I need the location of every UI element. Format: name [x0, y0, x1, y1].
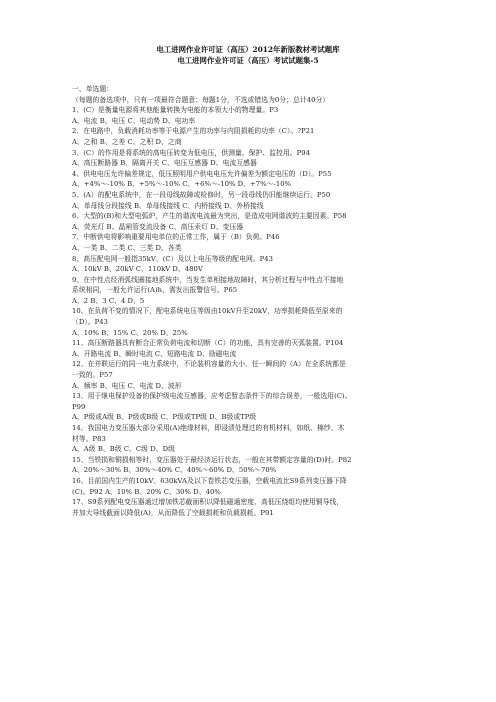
text-line: 材等。P83: [72, 434, 106, 443]
text-line: 并加大导线截面以降低(A)，从而降低了空载损耗和负载损耗。P91: [72, 508, 274, 517]
text-line: A、P级或A级 B、P级或B级 C、P级或TP级 D、B级或TP级: [72, 413, 257, 422]
text-line: (C)。P92 A、10% B、20% C、30% D、40%: [72, 487, 221, 496]
text-line: 5、(A）的配电系统中，在一段母线故障或检修时，另一段母线仍旧能继续运行。P50: [72, 190, 331, 199]
text-line: P99: [72, 402, 86, 411]
text-line: 12、在并联运行的同一电力系统中，不论装机容量的大小、任一瞬间的（A）在全系统都是: [72, 360, 346, 369]
text-line: A、20%～30% B、30%～40% C、40%～60% D、50%～70%: [72, 466, 277, 475]
text-line: 2、在电路中，负载消耗功率等于电源产生的功率与内阻损耗的功率（C）。?P21: [72, 127, 315, 136]
text-line: 9、在中性点经消弧线圈接地系统中，当发生单相接地故障时，其分析过程与中性点不接地: [72, 275, 344, 284]
text-line: A、+4%～-10% B、+5%～-10% C、+6%～-10% D、+7%～-10%: [72, 180, 292, 189]
text-line: A、一类 B、二类 C、三类 D、各类: [72, 243, 182, 252]
text-line: 17、S9系列配电变压器通过增加铁芯截面积以降低磁通密度、高低压绕组均使用铜导线，: [72, 498, 344, 507]
text-line: 一、单选题：: [72, 85, 114, 93]
text-line: A、高压断路器 B、隔离开关 C、电压互感器 D、电流互感器: [72, 159, 257, 168]
text-line: A、之和 B、之差 C、之积 D、之商: [72, 137, 182, 146]
text-line: 10、在负荷不变的情况下，配电系统电压等级由10kV升至20kV，功率损耗降低至原来的: [72, 307, 343, 316]
text-line: A、2 B、3 C、4 D、5: [72, 296, 145, 305]
text-line: A、荧光灯 B、晶闸管变流设备 C、高压汞灯 D、变压器: [72, 222, 244, 231]
text-line: 4、供电电压允许偏差规定，低压照明用户供电电压允许偏差为额定电压的（D）。P55: [72, 169, 332, 178]
text-line: 3、(C）的作用是将系统的高电压转变为低电压，供测量、保护、监控用。P94: [72, 148, 310, 157]
text-line: A、频率 B、电压 C、电流 D、波形: [72, 381, 182, 390]
text-line: 13、用于继电保护设备的保护级电流互感器，应考虑暂态条件下的综合误差，一般选用(C)。: [72, 392, 352, 401]
text-line: 15、当铁损和铜损相等时，变压器处于最经济运行状态，一般在其带额定容量的(D)时。P82: [72, 455, 352, 464]
text-line: A、电流 B、电压 C、电动势 D、电功率: [72, 116, 196, 125]
text-line: 14、我国电力变压器大部分采用(A)绝缘材料，即浸渍处理过的有机材料，如纸、棉纱、木: [72, 424, 345, 432]
text-line: 一致的。P57: [72, 371, 113, 380]
text-line: 系统相同，一般允许运行(A)h，需发出报警信号。P65: [72, 286, 238, 295]
text-line: 7、中断供电将影响重要用电单位的正常工作，属于（B）负荷。P46: [72, 233, 280, 242]
text-line: A、单母线分段接线 B、单母线接线 C、内桥接线 D、外桥接线: [72, 201, 264, 210]
text-line: 1、(C）是衡量电源将其他能量转换为电能的本领大小的物理量。P3: [72, 106, 279, 115]
text-line: 8、高压配电网一般指35kV、(C）及以上电压等级的配电网。P43: [72, 254, 274, 263]
text-line: A、10kV B、20kV C、110kV D、480V: [72, 265, 203, 274]
document-subtitle: 电工进网作业许可证（高压）考试试题集-5: [177, 56, 319, 65]
text-line: 16、目前国内生产的10kV、630kVA及以下卷铁芯变压器，空载电流比S9系列变压器下降: [72, 476, 347, 485]
title-gap: [72, 66, 424, 84]
text-line: A、开路电流 B、瞬时电流 C、短路电流 D、励磁电流: [72, 349, 237, 358]
text-line: A、10% B、15% C、20% D、25%: [72, 328, 188, 337]
text-line: （D）。P43: [72, 318, 109, 327]
text-line: （每题的备选项中，只有一项最符合题意；每题1分，不选或错选为0分；总计40分）: [72, 95, 330, 104]
text-line: 11、高压断路器具有断合正常负荷电流和切断（C）的功能，具有完善的灭弧装置。P104: [72, 339, 344, 348]
text-line: A、A级 B、B级 C、C级 D、D级: [72, 445, 175, 454]
document-title: 电工进网作业许可证（高压）2012年新版教材考试题库: [156, 45, 340, 54]
text-line: 6、大型的(B)和大型电弧炉，产生的谐波电流最为突出，是造成电网谐波的主要因素。P58: [72, 212, 347, 221]
document-body: [72, 84, 424, 518]
